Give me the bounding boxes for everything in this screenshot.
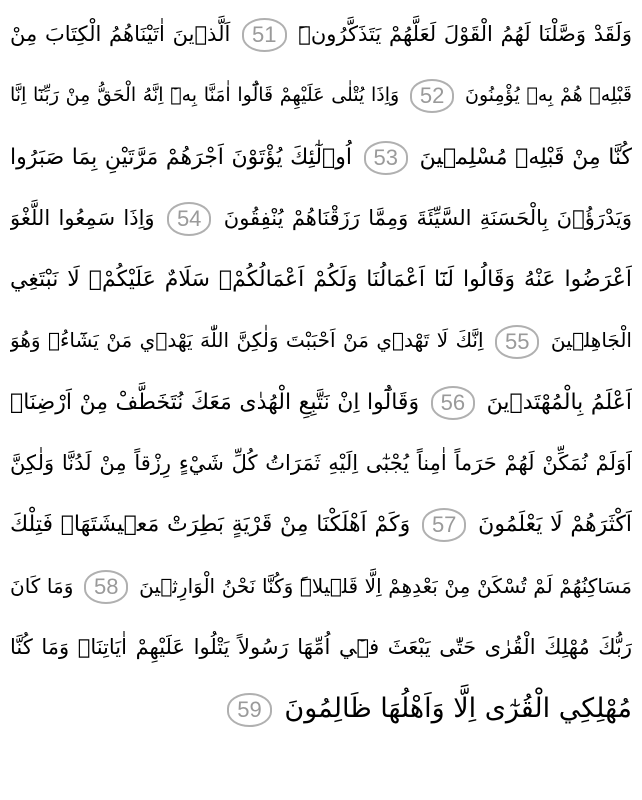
verse-text: وَلَقَدْ وَصَّلْنَا لَهُمُ الْقَوْلَ لَعَلَّهُمْ يَتَذَكَّرُونَۜ: [298, 22, 632, 46]
verse-text: وَكَمْ اَهْلَكْنَا مِنْ قَرْيَةٍ بَطِرَتْ مَع۪يشَتَهَاۚ فَتِلْكَ: [10, 512, 411, 538]
text-line: [10, 249, 632, 310]
verse-text: الْجَاهِل۪ينَ: [550, 328, 632, 353]
verse-text: اِنَّكَ لَا تَهْد۪ي مَنْ اَحْبَبْتَ وَلٰكِنَّ اللّٰهَ يَهْد۪ي مَنْ يَشَٓاءُۚ وَهُوَ: [10, 328, 484, 353]
verse-number-marker: 55: [495, 325, 539, 359]
text-line: [10, 556, 632, 617]
verse-number-marker: 59: [227, 693, 271, 727]
text-line: [10, 678, 632, 739]
verse-number-marker: 51: [242, 18, 286, 52]
verse-text: اَلَّذ۪ينَ اٰتَيْنَاهُمُ الْكِتَابَ مِنْ: [10, 22, 231, 46]
verse-text: اَعْرَضُوا عَنْهُ وَقَالُوا لَنَٓا اَعْمَالُنَا وَلَكُمْ اَعْمَالُكُمْۘ سَلَامٌ عَلَيْكُمْۘ لَا نَبْتَغِي: [10, 267, 632, 293]
verse-number-marker: 53: [364, 141, 408, 175]
text-line: [10, 310, 632, 371]
verse-text: اَعْلَمُ بِالْمُهْتَد۪ينَ: [486, 389, 632, 415]
text-line: [10, 372, 632, 433]
verse-text: مَسَاكِنُهُمْ لَمْ تُسْكَنْ مِنْ بَعْدِهِمْ اِلَّا قَل۪يلاًۜ وَكُنَّا نَحْنُ الْوَارِث۪ينَ: [139, 573, 632, 598]
text-line: [10, 617, 632, 678]
verse-text: وَاِذَا سَمِعُوا اللَّغْوَ: [10, 205, 155, 230]
text-line: [10, 494, 632, 555]
verse-number-marker: 56: [431, 386, 475, 420]
verse-number-marker: 58: [84, 570, 128, 604]
verse-text: وَقَالُٓوا اِنْ نَتَّبِعِ الْهُدٰى مَعَكَ نُتَخَطَّفْ مِنْ اَرْضِنَاۜ: [10, 389, 420, 415]
verse-text: رَبُّكَ مُهْلِكَ الْقُرٰى حَتّٰى يَبْعَثَ ف۪ٓي اُمِّهَا رَسُولاً يَتْلُوا عَلَيْهِمْ اٰيَاتِنَاۚ وَمَا كُنَّا: [10, 634, 632, 659]
text-line: [10, 433, 632, 494]
verse-number-marker: 57: [422, 508, 466, 542]
verse-text: اَكْثَرَهُمْ لَا يَعْلَمُونَ: [478, 512, 632, 538]
verse-number-marker: 52: [410, 79, 454, 113]
verse-text: كُنَّا مِنْ قَبْلِه۪ مُسْلِم۪ينَ: [419, 144, 632, 170]
verse-text: وَيَدْرَؤُ۫نَ بِالْحَسَنَةِ السَّيِّئَةَ وَمِمَّا رَزَقْنَاهُمْ يُنْفِقُونَ: [223, 205, 632, 230]
verse-text: وَاِذَا يُتْلٰى عَلَيْهِمْ قَالُٓوا اٰمَنَّا بِه۪ٓ اِنَّهُ الْحَقُّ مِنْ رَبِّنَٓا اِنَّا: [10, 84, 400, 107]
verse-text: قَبْلِه۪ هُمْ بِه۪ يُؤْمِنُونَ: [465, 84, 632, 107]
verse-text: مُهْلِكِي الْقُرٰٓى اِلَّا وَاَهْلُهَا ظَالِمُونَ: [284, 693, 632, 725]
text-line: [10, 127, 632, 188]
text-line: [10, 188, 632, 249]
verse-text: اُو۬لٰٓئِكَ يُؤْتَوْنَ اَجْرَهُمْ مَرَّتَيْنِ بِمَا صَبَرُوا: [10, 144, 352, 170]
verse-text: اَوَلَمْ نُمَكِّنْ لَهُمْ حَرَماً اٰمِناً يُجْبٰٓى اِلَيْهِ ثَمَرَاتُ كُلِّ شَيْءٍ رِزْقاً مِنْ لَدُنَّا وَلٰكِنَّ: [10, 451, 632, 476]
verse-text: وَمَا كَانَ: [10, 573, 74, 598]
verse-number-marker: 54: [167, 202, 211, 236]
text-line: [10, 4, 632, 65]
text-line: [10, 65, 632, 126]
